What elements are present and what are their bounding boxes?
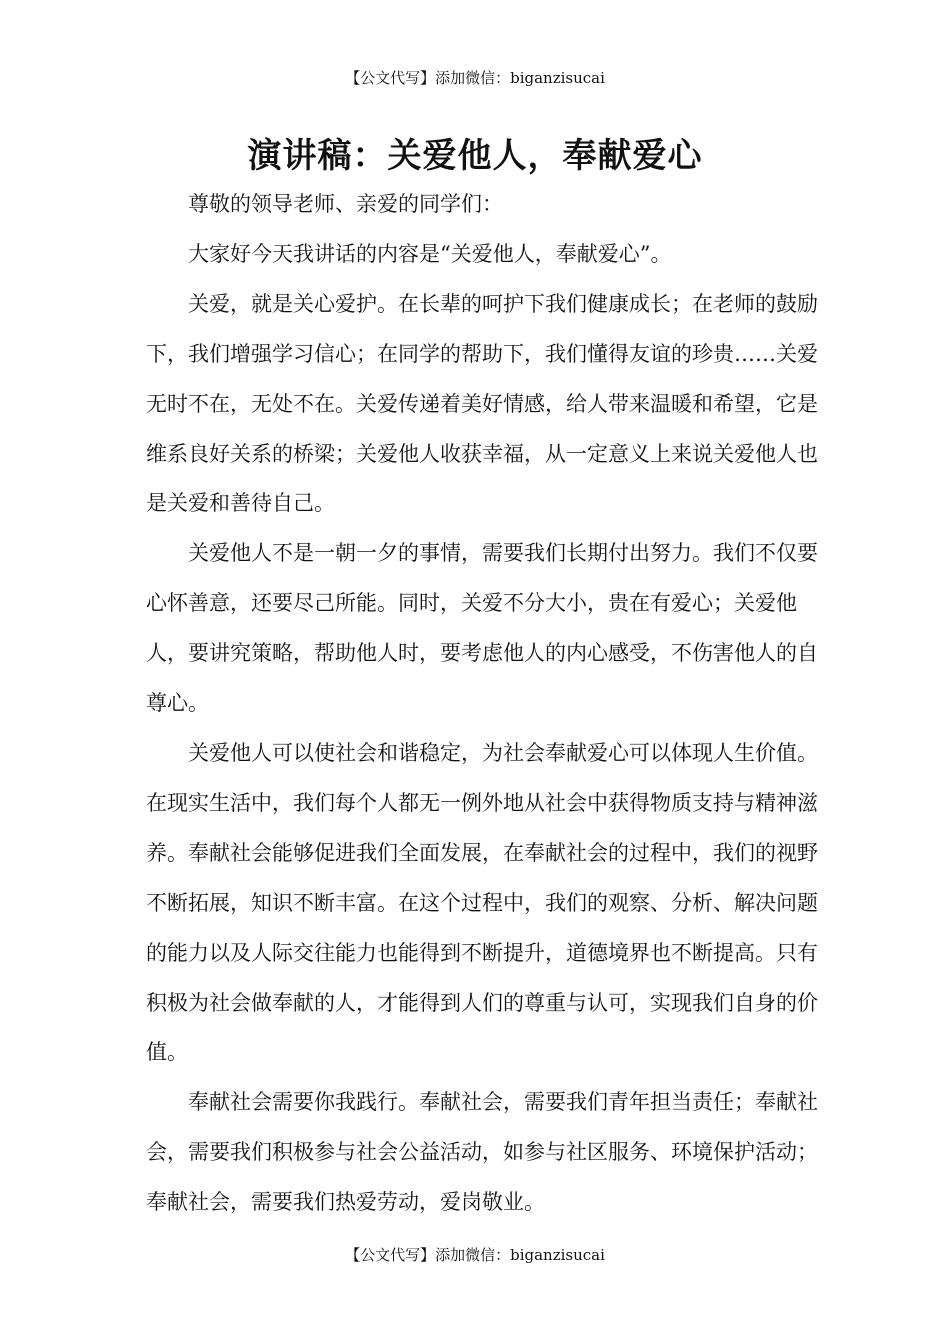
salutation-paragraph: 尊敬的领导老师、亲爱的同学们： (188, 192, 503, 216)
body-paragraph-2: 关爱他人不是一朝一夕的事情，需要我们长期付出努力。我们不仅要心怀善意，还要尽己所能。同时，关爱不分大小，贵在有爱心；关爱他人，要讲究策略，帮助他人时，要考虑他人的内心感受，不伤害他人的自尊心。 (146, 541, 818, 716)
page-header: 【公文代写】添加微信：biganzisucai (345, 69, 605, 87)
body-paragraph-4: 奉献社会需要你我践行。奉献社会，需要我们青年担当责任；奉献社会，需要我们积极参与社会公益活动，如参与社区服务、环境保护活动；奉献社会，需要我们热爱劳动，爱岗敬业。 (146, 1090, 818, 1215)
document-body (146, 180, 818, 1228)
intro-paragraph: 大家好今天我讲话的内容是“关爱他人，奉献爱心”。 (188, 241, 672, 266)
body-paragraph-3: 关爱他人可以使社会和谐稳定，为社会奉献爱心可以体现人生价值。在现实生活中，我们每个人都无一例外地从社会中获得物质支持与精神滋养。奉献社会能够促进我们全面发展，在奉献社会的过程中，我们的视野不断拓展，知识不断丰富。在这个过程中，我们的观察、分析、解决问题的能力以及人际交往能力也能得到不断提升，道德境界也不断提高。只有积极为社会做奉献的人，才能得到人们的尊重与认可，实现我们自身的价值。 (146, 740, 818, 1065)
document-title: 演讲稿：关爱他人，奉献爱心 (247, 136, 703, 176)
body-paragraph-1: 关爱，就是关心爱护。在长辈的呵护下我们健康成长；在老师的鼓励下，我们增强学习信心；在同学的帮助下，我们懂得友谊的珍贵……关爱无时不在，无处不在。关爱传递着美好情感，给人带来温暖和希望，它是维系良好关系的桥梁；关爱他人收获幸福，从一定意义上来说关爱他人也是关爱和善待自己。 (146, 291, 818, 516)
page-footer: 【公文代写】添加微信：biganzisucai (345, 1246, 605, 1264)
